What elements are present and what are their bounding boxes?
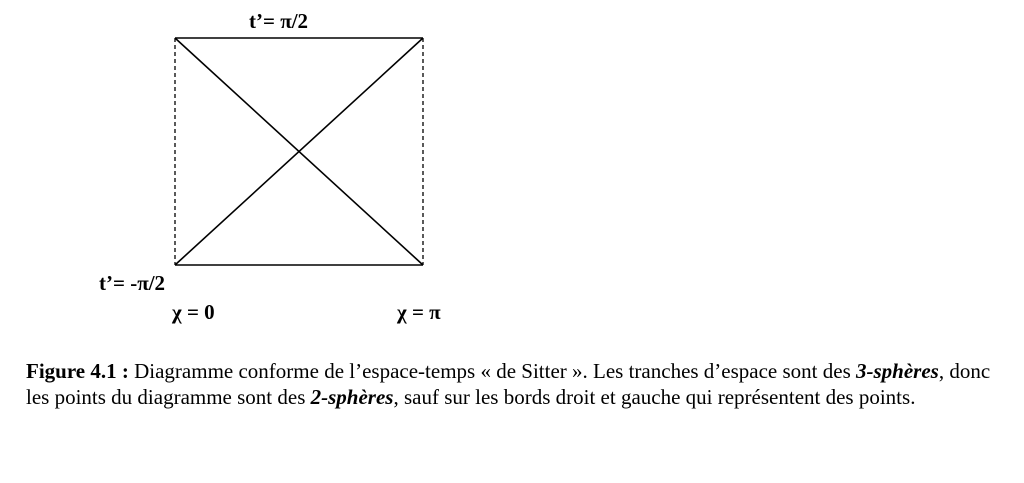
label-chi-zero: χ = 0 (172, 300, 215, 324)
caption-text-1: Diagramme conforme de l’espace-temps « de Sitter ». Les tranches d’espace sont des (128, 359, 857, 383)
figure-label: Figure 4.1 : (26, 359, 129, 383)
label-t-minus-pi-over-2: t’= -π/2 (99, 271, 166, 295)
caption-emphasis-2-spheres: 2-sphères (310, 385, 394, 409)
caption-text-3: , sauf sur les bords droit et gauche qui représentent des points. (393, 385, 916, 409)
figure-caption (26, 358, 1001, 410)
label-t-pi-over-2: t’= π/2 (249, 9, 309, 33)
caption-text-2: , donc les points du diagramme sont des (26, 359, 991, 409)
caption-emphasis-3-spheres: 3-sphères (856, 359, 939, 383)
label-chi-pi: χ = π (397, 300, 441, 324)
